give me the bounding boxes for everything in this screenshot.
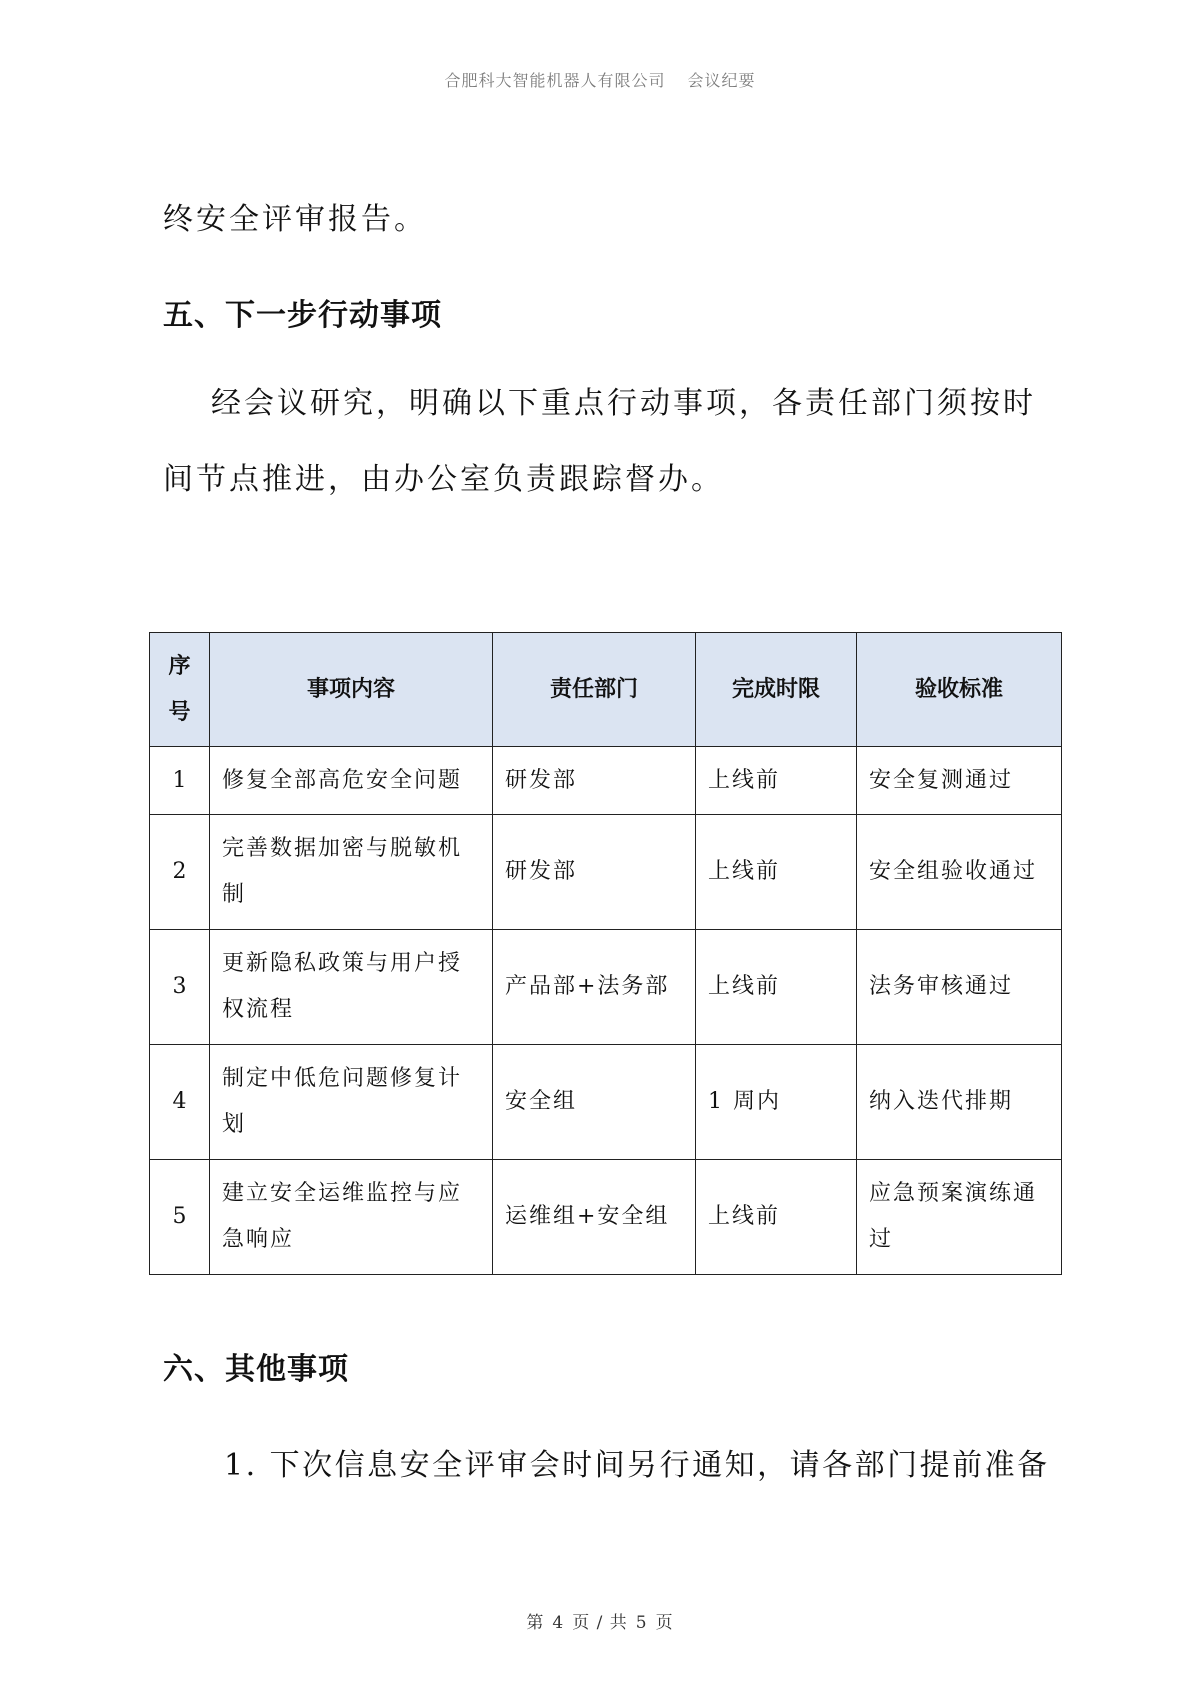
section5-paragraph-line1: 经会议研究，明确以下重点行动事项，各责任部门须按时: [211, 386, 1036, 421]
table-row: [150, 1160, 1062, 1275]
section5-paragraph-line2: 间节点推进，由办公室负责跟踪督办。: [163, 462, 724, 497]
cell-criteria: 安全组验收通过: [857, 815, 1062, 930]
cell-item: 制定中低危问题修复计划: [210, 1045, 493, 1160]
section6-item-1: 1. 下次信息安全评审会时间另行通知，请各部门提前准备: [224, 1448, 1050, 1483]
header-no: 序号: [150, 633, 210, 747]
cell-dept: 安全组: [493, 1045, 696, 1160]
cell-criteria: 应急预案演练通过: [857, 1160, 1062, 1275]
cell-criteria: 法务审核通过: [857, 930, 1062, 1045]
header-dept: 责任部门: [493, 633, 696, 747]
cell-no: 5: [150, 1160, 210, 1275]
footer-page-prefix: 第: [526, 1613, 545, 1633]
cell-item: 完善数据加密与脱敏机制: [210, 815, 493, 930]
header-deadline: 完成时限: [696, 633, 857, 747]
header-doc-type: 会议纪要: [687, 71, 756, 90]
cell-criteria: 安全复测通过: [857, 747, 1062, 815]
cell-deadline: 上线前: [696, 815, 857, 930]
header-company: 合肥科大智能机器人有限公司: [444, 71, 666, 90]
footer-page-mid: 页 / 共: [572, 1613, 628, 1633]
table-header-row: [150, 633, 1062, 747]
cell-item: 更新隐私政策与用户授权流程: [210, 930, 493, 1045]
cell-deadline: 上线前: [696, 1160, 857, 1275]
footer-page-suffix: 页: [655, 1613, 674, 1633]
table-row: [150, 747, 1062, 815]
cell-dept: 研发部: [493, 747, 696, 815]
cell-item: 修复全部高危安全问题: [210, 747, 493, 815]
page-footer: [0, 1608, 1200, 1633]
cell-dept: 研发部: [493, 815, 696, 930]
cell-item: 建立安全运维监控与应急响应: [210, 1160, 493, 1275]
cell-no: 4: [150, 1045, 210, 1160]
footer-page-total: 5: [635, 1613, 648, 1633]
cell-no: 1: [150, 747, 210, 815]
cell-dept: 运维组+安全组: [493, 1160, 696, 1275]
table-row: [150, 1045, 1062, 1160]
header-item: 事项内容: [210, 633, 493, 747]
continued-text: 终安全评审报告。: [163, 202, 427, 237]
cell-no: 2: [150, 815, 210, 930]
section6-heading: 六、其他事项: [163, 1352, 349, 1387]
action-items-table: [149, 632, 1062, 1275]
section5-heading: 五、下一步行动事项: [163, 298, 442, 333]
cell-dept: 产品部+法务部: [493, 930, 696, 1045]
cell-criteria: 纳入迭代排期: [857, 1045, 1062, 1160]
cell-deadline: 1 周内: [696, 1045, 857, 1160]
cell-no: 3: [150, 930, 210, 1045]
footer-page-current: 4: [552, 1613, 565, 1633]
header-criteria: 验收标准: [857, 633, 1062, 747]
cell-deadline: 上线前: [696, 930, 857, 1045]
table-row: [150, 815, 1062, 930]
page-header: [0, 68, 1200, 91]
table-row: [150, 930, 1062, 1045]
cell-deadline: 上线前: [696, 747, 857, 815]
